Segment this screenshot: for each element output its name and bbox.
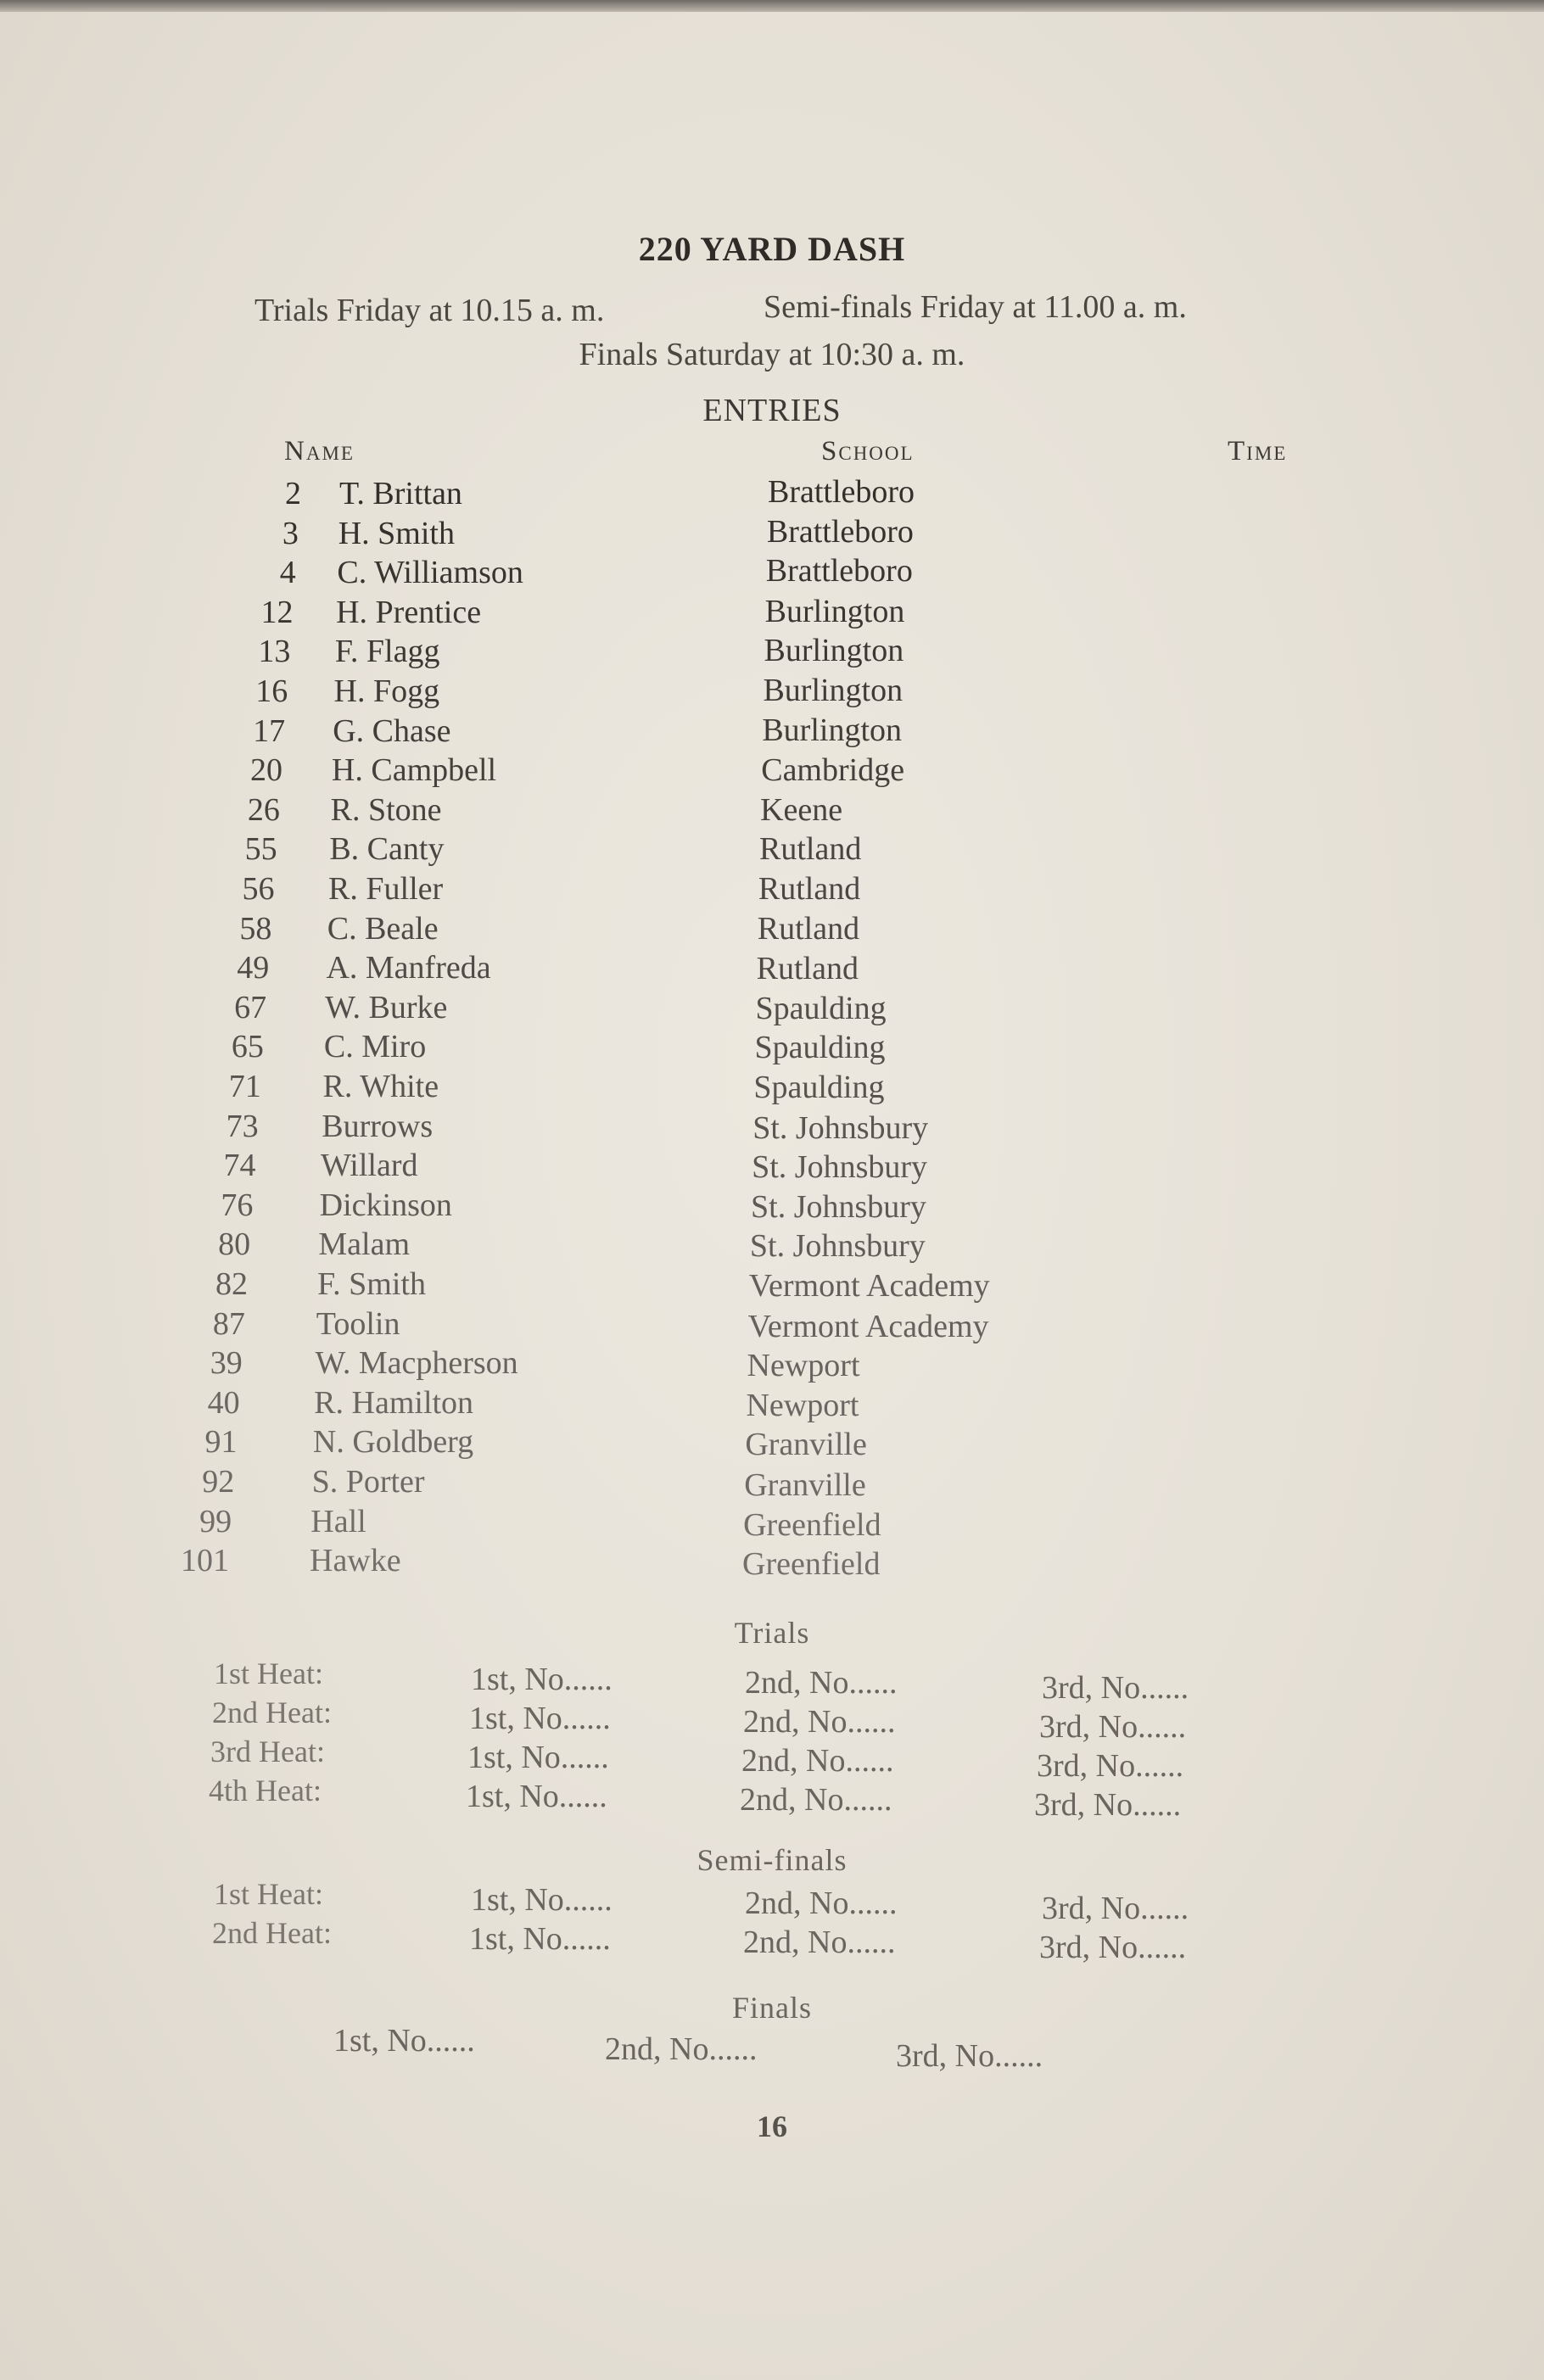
page-number: 16 <box>757 2109 787 2143</box>
entry-school: Burlington <box>762 712 903 749</box>
entry-number: 82 <box>215 1266 249 1302</box>
entry-school: Spaulding <box>755 990 887 1026</box>
entry-number: 17 <box>253 713 286 749</box>
entry-number: 49 <box>237 950 270 986</box>
entry-name: H. Fogg <box>333 673 440 709</box>
trials-heat-label: 1st Heat: <box>214 1657 323 1690</box>
entry-name: C. Beale <box>327 911 439 947</box>
column-header-school: School <box>821 436 915 467</box>
finals-heading: Finals <box>731 1991 812 2025</box>
entry-name: Hawke <box>310 1543 401 1578</box>
entry-number: 26 <box>247 792 280 828</box>
entry-name: W. Burke <box>325 990 448 1025</box>
entry-number: 16 <box>255 673 288 709</box>
entry-school: Granville <box>744 1467 866 1503</box>
entry-name: A. Manfreda <box>326 950 491 986</box>
trials-first-place: 1st, No...... <box>471 1662 613 1697</box>
entry-name: Hall <box>310 1504 366 1539</box>
entry-school: Newport <box>746 1388 859 1424</box>
entry-name: H. Campbell <box>331 752 497 788</box>
entry-number: 76 <box>221 1187 254 1223</box>
entry-school: Greenfield <box>743 1506 881 1543</box>
entry-number: 40 <box>207 1385 240 1421</box>
entry-name: C. Williamson <box>337 555 523 590</box>
finals-third-place: 3rd, No...... <box>896 2038 1043 2074</box>
entry-number: 3 <box>282 516 299 551</box>
trials-heat-label: 3rd Heat: <box>210 1735 325 1768</box>
entry-number: 80 <box>218 1226 251 1262</box>
entry-name: Willard <box>320 1148 418 1183</box>
entry-name: F. Smith <box>317 1266 426 1302</box>
entry-number: 2 <box>285 476 301 511</box>
entry-name: Dickinson <box>319 1187 452 1223</box>
trials-heat-label: 4th Heat: <box>209 1774 322 1807</box>
entry-school: Keene <box>760 791 843 828</box>
trials-third-place: 3rd, No...... <box>1039 1709 1187 1745</box>
entry-number: 91 <box>204 1424 238 1460</box>
entry-number: 13 <box>258 634 291 669</box>
entry-school: Spaulding <box>753 1070 885 1106</box>
semifinals-heat-label: 1st Heat: <box>214 1877 323 1911</box>
entry-name: S. Porter <box>311 1464 425 1500</box>
entry-school: St. Johnsbury <box>752 1148 928 1185</box>
entry-number: 4 <box>279 555 296 590</box>
entry-number: 99 <box>199 1504 232 1539</box>
entry-name: Toolin <box>316 1306 400 1342</box>
entry-name: T. Brittan <box>339 476 462 511</box>
trials-second-place: 2nd, No...... <box>745 1665 898 1701</box>
entry-name: Malam <box>318 1226 410 1262</box>
entry-school: Burlington <box>764 632 904 668</box>
entries-heading: ENTRIES <box>702 393 842 428</box>
entry-number: 39 <box>210 1345 243 1381</box>
page-edge-shadow <box>0 0 1544 12</box>
entry-number: 71 <box>228 1069 261 1104</box>
trials-third-place: 3rd, No...... <box>1034 1787 1182 1823</box>
entry-number: 58 <box>239 911 272 947</box>
trials-first-place: 1st, No...... <box>466 1779 607 1814</box>
entry-name: W. Macpherson <box>315 1345 518 1381</box>
entry-number: 56 <box>242 871 275 907</box>
trials-schedule: Trials Friday at 10.15 a. m. <box>255 293 605 328</box>
semifinals-heat-label: 2nd Heat: <box>212 1916 332 1950</box>
entry-school: Brattleboro <box>766 514 914 550</box>
entry-school: Spaulding <box>754 1030 886 1066</box>
entry-number: 20 <box>249 752 283 788</box>
entry-name: R. Stone <box>330 792 442 828</box>
entry-name: H. Smith <box>338 516 455 551</box>
entry-name: F. Flagg <box>334 634 440 669</box>
entry-number: 87 <box>212 1306 245 1342</box>
entry-number: 92 <box>202 1464 235 1500</box>
entry-name: R. Hamilton <box>314 1385 474 1421</box>
semifinals-second-place: 2nd, No...... <box>743 1925 896 1960</box>
trials-second-place: 2nd, No...... <box>740 1782 892 1818</box>
column-header-name: Name <box>284 436 355 467</box>
trials-third-place: 3rd, No...... <box>1037 1748 1184 1784</box>
entry-number: 65 <box>231 1029 264 1064</box>
entry-school: Rutland <box>759 831 862 867</box>
finals-second-place: 2nd, No...... <box>605 2031 758 2067</box>
semifinals-first-place: 1st, No...... <box>471 1882 613 1918</box>
entry-school: Greenfield <box>742 1546 881 1582</box>
entry-school: Vermont Academy <box>748 1268 990 1305</box>
entry-school: St. Johnsbury <box>751 1189 926 1225</box>
trials-first-place: 1st, No...... <box>469 1701 611 1736</box>
entry-school: Newport <box>747 1347 860 1383</box>
entry-school: Rutland <box>758 871 861 908</box>
event-title: 220 YARD DASH <box>638 230 906 268</box>
semifinals-first-place: 1st, No...... <box>469 1921 611 1957</box>
entry-name: H. Prentice <box>336 595 482 630</box>
entry-school: Vermont Academy <box>747 1308 989 1344</box>
entry-name: C. Miro <box>323 1029 427 1064</box>
entry-number: 55 <box>244 831 277 867</box>
semifinals-heading: Semi-finals <box>696 1843 848 1877</box>
entry-name: N. Goldberg <box>312 1424 474 1460</box>
semifinals-third-place: 3rd, No...... <box>1042 1891 1189 1926</box>
entry-number: 101 <box>181 1543 229 1578</box>
entry-number: 73 <box>226 1109 259 1144</box>
finals-schedule: Finals Saturday at 10:30 a. m. <box>579 337 965 372</box>
entry-number: 74 <box>223 1148 256 1183</box>
entry-school: Granville <box>745 1427 867 1463</box>
entry-name: R. White <box>322 1069 439 1104</box>
entry-name: Burrows <box>322 1109 434 1144</box>
entry-number: 67 <box>234 990 267 1025</box>
entry-school: St. Johnsbury <box>749 1228 926 1265</box>
entry-number: 12 <box>260 595 294 630</box>
semifinals-third-place: 3rd, No...... <box>1039 1930 1187 1965</box>
trials-second-place: 2nd, No...... <box>741 1743 894 1779</box>
trials-heading: Trials <box>734 1616 810 1650</box>
entry-school: Burlington <box>763 673 903 709</box>
trials-third-place: 3rd, No...... <box>1042 1670 1189 1706</box>
finals-first-place: 1st, No...... <box>333 2023 475 2059</box>
column-header-time: Time <box>1228 436 1288 467</box>
semifinals-second-place: 2nd, No...... <box>745 1886 898 1921</box>
trials-first-place: 1st, No...... <box>467 1740 609 1775</box>
entry-school: Rutland <box>756 950 859 986</box>
entry-school: St. Johnsbury <box>752 1109 929 1146</box>
trials-heat-label: 2nd Heat: <box>212 1696 332 1729</box>
entry-school: Burlington <box>764 593 905 629</box>
semifinals-schedule: Semi-finals Friday at 11.00 a. m. <box>764 289 1187 325</box>
entry-name: B. Canty <box>329 831 445 867</box>
entry-name: G. Chase <box>333 713 451 749</box>
entry-school: Cambridge <box>761 751 905 788</box>
entry-school: Brattleboro <box>768 474 915 510</box>
trials-second-place: 2nd, No...... <box>743 1704 896 1740</box>
entry-school: Brattleboro <box>765 553 913 589</box>
entry-name: R. Fuller <box>328 871 444 907</box>
entry-school: Rutland <box>757 911 860 947</box>
